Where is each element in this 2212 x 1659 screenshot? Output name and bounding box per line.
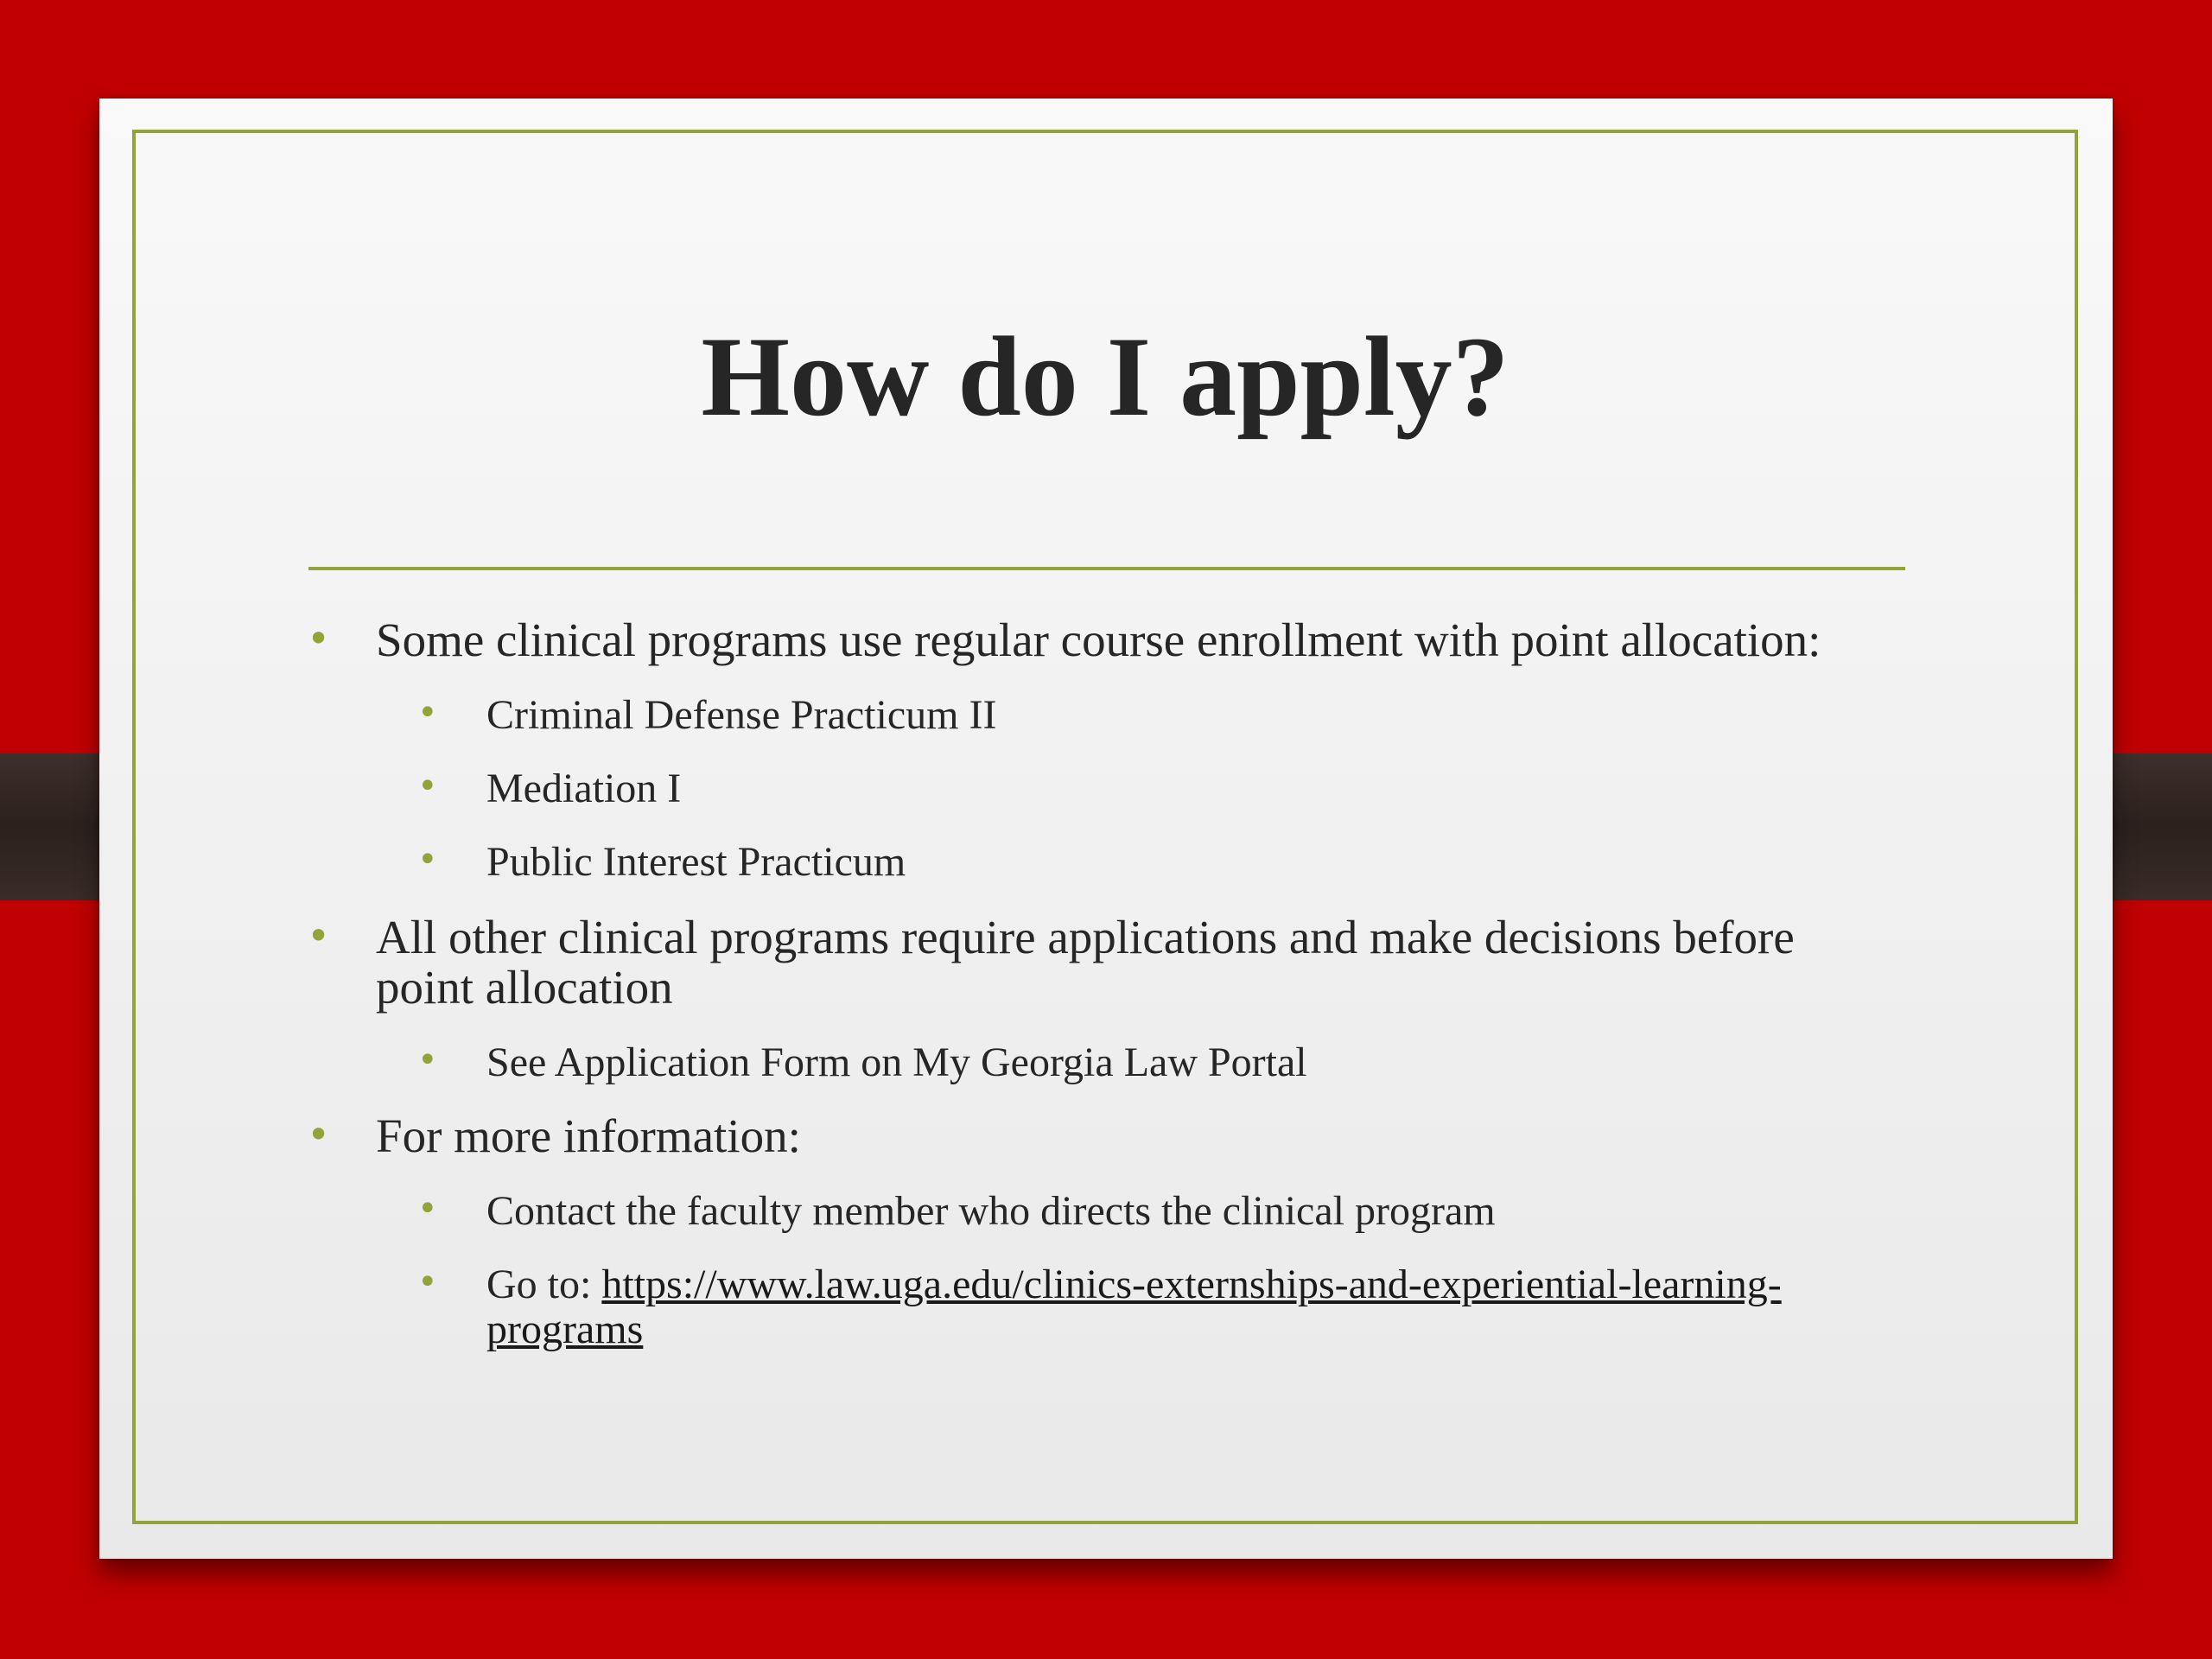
link-prefix: Go to: [486, 1262, 602, 1307]
bullet-text: Some clinical programs use regular course enrollment with point allocation: [376, 613, 1821, 666]
bullet-text: See Application Form on My Georgia Law Portal [486, 1039, 1307, 1085]
bullet-text-line: All other clinical programs require applications and make decisions before [376, 911, 1795, 963]
bullet-text: Mediation I [486, 766, 682, 811]
sub-bullet-item [307, 693, 1905, 738]
bullet-icon: • [417, 1040, 438, 1080]
bullet-icon: • [417, 766, 438, 806]
bullet-icon: • [307, 1111, 331, 1158]
sub-bullet-item [307, 1189, 1905, 1234]
bullet-icon: • [417, 840, 438, 880]
clinics-info-link-continued[interactable]: programs [486, 1306, 644, 1352]
bullet-text-line: point allocation [376, 961, 673, 1014]
sub-bullet-item [307, 1262, 1905, 1352]
sub-bullet-item [307, 1040, 1905, 1085]
bullet-icon: • [417, 1262, 438, 1302]
bullet-item [307, 615, 1905, 665]
bullet-text: For more information: [376, 1109, 801, 1162]
slide-content [307, 605, 1905, 1352]
bullet-icon: • [307, 912, 331, 959]
slide-title: How do I apply? [701, 313, 1510, 440]
bullet-text: Public Interest Practicum [486, 839, 906, 885]
sub-bullet-item [307, 766, 1905, 811]
bullet-text: Contact the faculty member who directs the clinical program [486, 1188, 1496, 1234]
sub-bullet-item [307, 840, 1905, 885]
bullet-icon: • [417, 693, 438, 733]
bullet-icon: • [417, 1189, 438, 1229]
clinics-info-link[interactable]: https://www.law.uga.edu/clinics-externships-and-experiential-learning- [601, 1262, 1782, 1307]
bullet-item [307, 1111, 1905, 1161]
bullet-icon: • [307, 615, 331, 662]
title-divider [308, 567, 1905, 570]
bullet-item [307, 912, 1905, 1013]
bullet-text: Criminal Defense Practicum II [486, 692, 997, 738]
